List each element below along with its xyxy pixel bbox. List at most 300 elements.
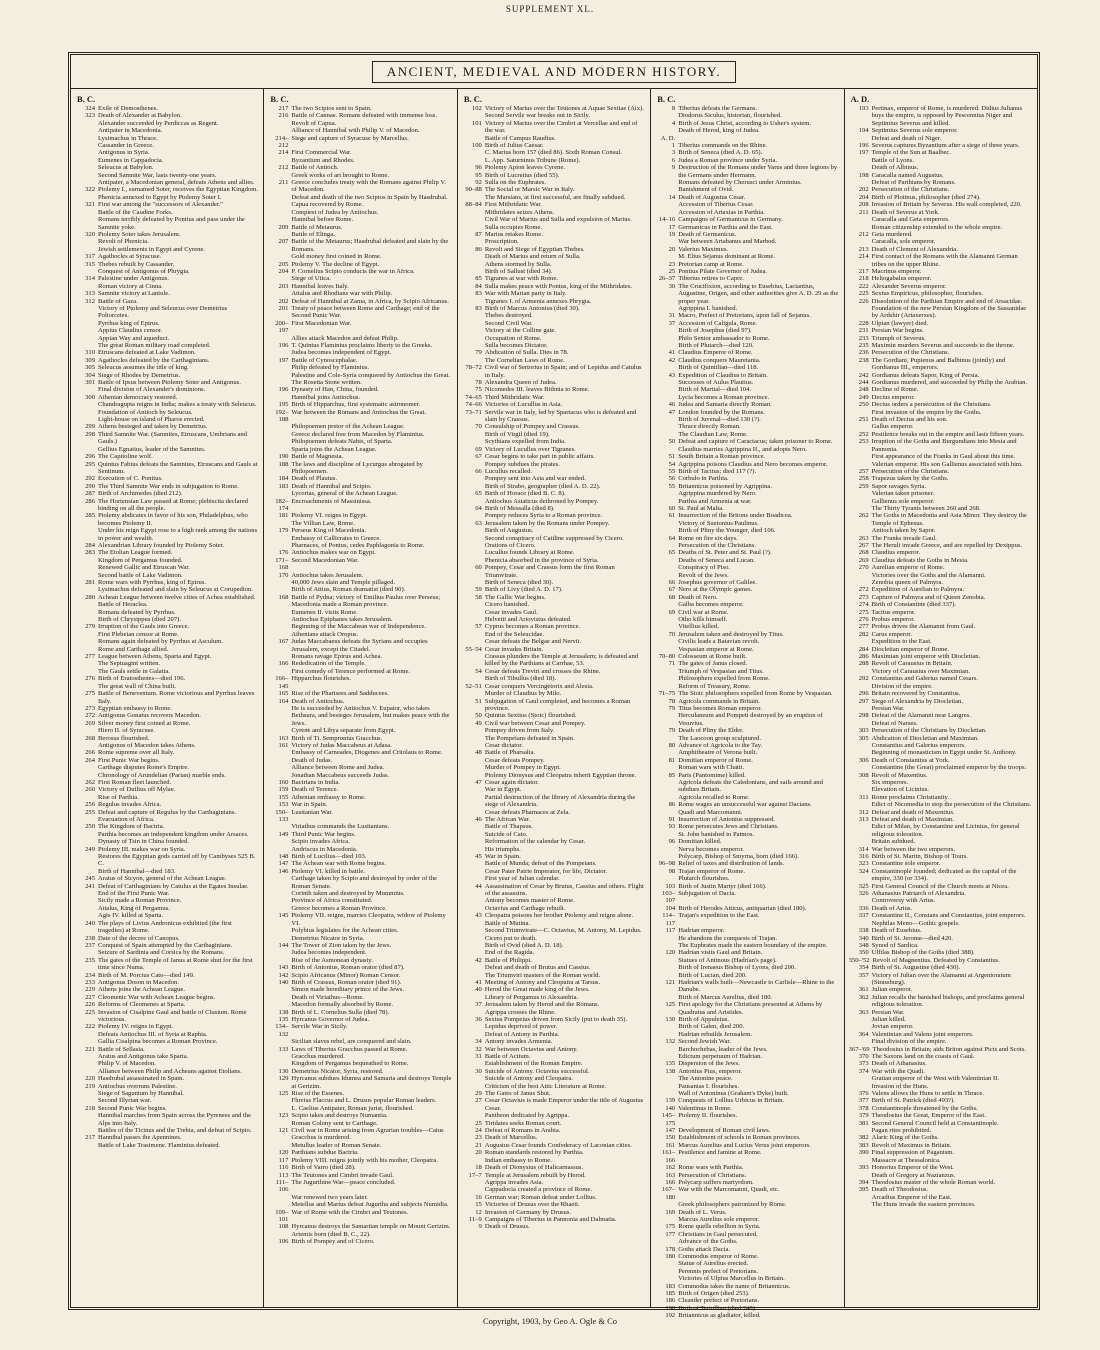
history-entry: [462, 105, 646, 112]
history-entry: [849, 549, 1033, 556]
entry-event: Birth of Plutarch—died 120.: [678, 342, 754, 349]
history-entry: [655, 653, 839, 660]
entry-year: [75, 727, 98, 734]
entry-year: [268, 1060, 291, 1067]
history-entry: [462, 149, 646, 156]
entry-year: 55: [668, 467, 676, 475]
entry-year: 36: [475, 1015, 482, 1023]
entry-event: First appearance of the Franks in Gaul about this time.: [871, 453, 1016, 461]
entry-year: 281: [85, 579, 95, 586]
entry-event: Crassus plunders the Temple at Jerusalem; is defeated and killed by the Parthians at Carrhae, 53.: [484, 653, 639, 668]
history-entry: [75, 831, 259, 838]
entry-event: L. Caelius Antipater, Roman jurist, flourished.: [291, 1104, 414, 1112]
entry-year: 283: [85, 549, 95, 557]
history-entry: [268, 438, 452, 445]
history-entry: [268, 475, 452, 482]
history-entry: [268, 1194, 452, 1201]
entry-year: 179: [278, 527, 289, 535]
entry-event: Herod the Great made king of the Jews.: [484, 986, 590, 994]
entry-event: Plutarch flourishes.: [678, 875, 730, 883]
entry-year: [75, 127, 98, 134]
entry-year: [655, 623, 678, 630]
entry-event: Gallus emperor.: [871, 423, 914, 431]
entry-year: [655, 1260, 678, 1267]
entry-year: 121: [278, 1127, 289, 1135]
entry-year: [849, 490, 872, 497]
entry-year: [462, 868, 485, 875]
entry-year: [268, 986, 291, 993]
history-entry: [849, 1157, 1033, 1164]
history-entry: [849, 920, 1033, 927]
entry-event: Second Jewish War.: [678, 1038, 731, 1046]
entry-year: 227: [85, 993, 95, 1001]
entry-year: [75, 527, 98, 542]
history-entry: [462, 357, 646, 364]
history-entry: [75, 305, 259, 320]
entry-year: [75, 557, 98, 564]
history-entry: [462, 653, 646, 668]
entry-event: Embassy of Carneades, Diogenes and Critolaus to Rome.: [291, 749, 443, 757]
entry-year: [462, 342, 485, 349]
history-entry: [849, 468, 1033, 475]
history-entry: [462, 920, 646, 927]
history-entry: [268, 112, 452, 119]
history-entry: [268, 349, 452, 356]
entry-year: 40: [475, 986, 482, 994]
entry-event: Heliogabalus emperor.: [871, 275, 932, 283]
entry-event: Birth of Jesus Christ, according to Usher's system.: [678, 119, 812, 127]
entry-year: 144: [278, 941, 289, 949]
entry-year: [268, 994, 291, 1001]
entry-event: Birth of Augustus.: [484, 527, 534, 535]
history-entry: [268, 290, 452, 297]
entry-year: 130: [278, 1067, 289, 1075]
entry-year: 96–98: [658, 860, 676, 868]
entry-event: Death of Alexander at Babylon.: [98, 112, 182, 120]
entry-year: 30: [668, 282, 676, 290]
entry-year: 147: [278, 860, 289, 868]
entry-year: [655, 386, 678, 393]
entry-event: The Franks invade Gaul.: [871, 534, 937, 542]
entry-event: Subjugation of Gaul completed, and becomes a Roman province.: [484, 697, 631, 712]
history-entry: [655, 120, 839, 127]
entry-year: [462, 261, 485, 268]
entry-year: [268, 194, 291, 201]
entry-event: Lycia becomes a Roman province.: [678, 393, 770, 401]
entry-event: Death of Judas.: [291, 756, 333, 764]
entry-year: 213: [858, 245, 869, 253]
entry-year: 116: [278, 1164, 289, 1172]
entry-event: Perseus King of Macedonia.: [291, 527, 367, 535]
entry-year: [268, 120, 291, 127]
history-entry: [849, 505, 1033, 512]
entry-year: [462, 601, 485, 608]
history-entry: [75, 453, 259, 460]
entry-event: Eumenes in Cappadocia.: [98, 156, 164, 164]
entry-event: Death of Viriathus—Rome.: [291, 993, 364, 1001]
history-entry: [268, 1090, 452, 1097]
entry-year: 8: [671, 105, 676, 112]
history-entry: [75, 461, 259, 476]
history-entry: [655, 749, 839, 756]
entry-year: [268, 653, 291, 660]
entry-year: 323: [85, 112, 95, 120]
entry-event: Victories of Lucullus in Asia.: [484, 401, 563, 409]
entry-event: Occupation of Rome.: [484, 334, 542, 342]
entry-event: Battle of Thapsus.: [484, 823, 533, 831]
entry-event: Assassination of Cesar by Brutus, Cassius and others. Flight of the assassins.: [484, 882, 644, 898]
history-entry: [655, 505, 839, 512]
entry-year: 90–88: [465, 186, 482, 194]
entry-event: The Gauls settle in Galatia.: [98, 667, 170, 675]
entry-event: Maximian joint emperor with Diocletian.: [871, 653, 981, 661]
entry-event: Cicero put to death.: [484, 934, 537, 942]
entry-year: [655, 972, 678, 979]
entry-year: [462, 268, 485, 275]
entry-event: Final suppression of Paganism.: [871, 1149, 955, 1157]
history-entry: [462, 927, 646, 934]
entry-event: Second battle of Lake Vadimon.: [98, 571, 183, 579]
entry-event: End of the First Punic War.: [98, 890, 170, 898]
history-entry: [849, 1016, 1033, 1023]
history-entry: [655, 142, 839, 149]
entry-event: Third Samnite War. (Samnites, Etruscans, Umbrians and Gauls.): [98, 430, 247, 446]
entry-event: Viriathus commands the Lusitanians.: [291, 823, 390, 831]
history-entry: [268, 135, 452, 150]
entry-event: Ptolemy III. makes war on Syria.: [98, 845, 186, 853]
entry-event: Britain subdued.: [871, 838, 916, 846]
entry-year: 113: [278, 1171, 289, 1179]
entry-year: 185: [665, 1290, 676, 1297]
entry-event: Reform of Treasury, Rome.: [678, 682, 751, 690]
history-entry: [655, 883, 839, 890]
history-entry: [849, 786, 1033, 793]
entry-event: Civilis leads a Batavian revolt.: [678, 638, 760, 646]
entry-event: Death of Marius and return of Sulla.: [484, 253, 581, 261]
entry-event: Tiberius commands on the Rhine.: [678, 142, 768, 150]
entry-event: First Punic War begins.: [98, 756, 160, 764]
entry-event: War with the Marcomanni, Quadi, etc.: [678, 1186, 780, 1194]
history-entry: [75, 186, 259, 193]
entry-year: [655, 572, 678, 579]
entry-event: Ptolemy abdicates in favor of his son, Philadelphus, who becomes Ptolemy II.: [98, 512, 248, 527]
history-entry: [849, 172, 1033, 179]
column-5: [845, 89, 1037, 1307]
entry-event: The Third Samnite War ends in subjugation to Rome.: [98, 482, 239, 490]
history-entry: [849, 475, 1033, 482]
entry-year: 78: [475, 379, 482, 387]
entry-event: War between the two emperors.: [871, 845, 956, 853]
entry-year: [849, 786, 872, 793]
entry-event: Greece becomes a Roman Province.: [291, 904, 387, 912]
entry-event: Civil war in Rome arising from Agrarian troubles—Caius Gracchus is murdered.: [291, 1127, 444, 1142]
entry-year: [655, 735, 678, 742]
entry-year: 229: [85, 986, 95, 994]
entry-year: [849, 638, 872, 645]
entry-event: Murder of Pompey in Egypt.: [484, 764, 561, 772]
entry-year: [849, 579, 872, 586]
history-entry: [462, 1068, 646, 1075]
entry-year: [75, 1060, 98, 1067]
entry-event: Gordianus defeats Sapor, King of Persia.: [871, 371, 980, 379]
history-entry: [655, 905, 839, 912]
entry-year: 120: [665, 949, 676, 957]
history-entry: [75, 1127, 259, 1134]
history-entry: [655, 438, 839, 445]
history-entry: [849, 868, 1033, 883]
entry-event: Lycortas, general of the Achean League.: [291, 490, 398, 498]
history-entry: [462, 401, 646, 408]
entry-year: 103–107: [662, 890, 676, 905]
history-entry: [655, 594, 839, 601]
history-entry: [655, 157, 839, 164]
entry-year: [462, 935, 485, 942]
entry-event: Indian embassy to Rome.: [484, 1156, 552, 1164]
history-entry: [655, 609, 839, 616]
history-entry: [849, 246, 1033, 253]
entry-year: [462, 631, 485, 638]
entry-event: Birth of Martial—died 104.: [678, 386, 752, 394]
entry-event: Pompey subdues the pirates.: [484, 460, 560, 468]
history-entry: [849, 1127, 1033, 1134]
entry-year: 75: [475, 386, 482, 394]
history-entry: [655, 1075, 839, 1082]
entry-year: [75, 638, 98, 645]
entry-event: Birth of Marcus Antonius (died 30).: [484, 304, 580, 312]
history-entry: [655, 446, 839, 453]
entry-year: 304: [85, 371, 95, 379]
history-entry: [75, 720, 259, 727]
entry-event: Athens besieged and taken by Demetrius.: [98, 423, 208, 431]
entry-year: 219: [85, 1082, 95, 1090]
entry-year: [268, 927, 291, 934]
history-entry: [268, 838, 452, 845]
history-entry: [655, 1305, 839, 1312]
entry-event: Antony becomes master of Rome.: [484, 897, 575, 905]
entry-year: [268, 364, 291, 371]
history-entry: [849, 572, 1033, 579]
history-entry: [462, 1157, 646, 1164]
entry-event: Philo Senior ambassador to Rome.: [678, 334, 770, 342]
entry-event: Ulpian (lawyer) died.: [871, 319, 929, 327]
entry-year: 226: [858, 297, 869, 305]
entry-event: Greece concludes treaty with the Romans against Philip V. of Macedon.: [291, 179, 446, 194]
entry-event: The Gordiani, Pupienus and Balbinus (jointly) and Gordianus III., emperors.: [871, 356, 1006, 372]
entry-year: 98: [668, 867, 676, 875]
entry-event: Revolt of Carausius in Britain.: [871, 660, 953, 668]
history-entry: [849, 927, 1033, 934]
entry-year: [462, 335, 485, 342]
entry-year: 306: [858, 756, 869, 764]
history-entry: [268, 320, 452, 335]
entry-event: Philip V. of Macedon.: [98, 1060, 156, 1068]
history-entry: [849, 949, 1033, 956]
history-entry: [849, 1164, 1033, 1171]
entry-event: Battle of Beneventum. Rome victorious and Pyrrhus leaves Italy.: [98, 690, 255, 705]
entry-year: [462, 1031, 485, 1038]
entry-event: Greece declared free from Macedon by Flaminius.: [291, 430, 425, 438]
history-entry: [268, 1120, 452, 1127]
entry-year: 194: [858, 127, 869, 135]
entry-event: The Euphrates made the eastern boundary of the empire.: [678, 941, 828, 949]
entry-year: 56: [668, 475, 676, 483]
history-entry: [462, 823, 646, 830]
history-entry: [849, 853, 1033, 860]
history-entry: [849, 283, 1033, 290]
entry-year: 142: [278, 971, 289, 979]
entry-year: 305: [85, 364, 95, 372]
entry-event: Otho kills himself.: [678, 616, 728, 624]
entry-event: First Macedonian War.: [291, 319, 352, 327]
entry-event: Tiberius retires to Capre.: [678, 275, 744, 283]
entry-event: Siege of Alexandria by Diocletian.: [871, 697, 963, 705]
entry-event: Antiochus makes war on Egypt.: [291, 549, 376, 557]
entry-event: Parthia and Armenia at war.: [678, 497, 752, 505]
history-entry: [849, 357, 1033, 372]
entry-event: Death of Arius.: [871, 904, 913, 912]
history-entry: [849, 379, 1033, 386]
entry-year: [75, 742, 98, 749]
history-entry: [655, 1149, 839, 1164]
entry-year: [268, 757, 291, 764]
entry-year: [655, 964, 678, 971]
entry-event: Theodosius master of the whole Roman world.: [871, 1178, 996, 1186]
history-entry: [462, 335, 646, 342]
entry-event: German war; Roman defeat under Lollius.: [484, 1193, 597, 1201]
entry-year: 183: [278, 482, 289, 490]
entry-year: [75, 268, 98, 275]
history-entry: [655, 1083, 839, 1090]
history-entry: [655, 209, 839, 216]
history-entry: [849, 164, 1033, 171]
entry-event: Valerian taken prisoner.: [871, 490, 935, 498]
history-entry: [655, 1260, 839, 1267]
history-entry: [268, 957, 452, 964]
entry-year: 145: [278, 912, 289, 920]
entry-event: Polybius legislates for the Achean cities.: [291, 927, 399, 935]
history-entry: [849, 727, 1033, 734]
entry-year: 71–75: [658, 690, 676, 698]
entry-event: Aurelian emperor of Rome.: [871, 564, 945, 572]
history-entry: [75, 853, 259, 868]
history-entry: [655, 705, 839, 712]
entry-year: 160: [278, 778, 289, 786]
entry-event: Ptolemy VI. killed in battle.: [291, 867, 365, 875]
entry-event: Silver money first coined at Rome.: [98, 719, 191, 727]
entry-year: 86: [475, 245, 482, 253]
history-entry: [268, 1009, 452, 1016]
history-entry: [462, 1120, 646, 1127]
column-2: [264, 89, 457, 1307]
history-entry: [849, 757, 1033, 764]
entry-event: Victory of Marius over the Cimbri at Vercellae and end of the war.: [484, 119, 638, 135]
history-entry: [268, 846, 452, 853]
history-entry: [75, 364, 259, 371]
entry-year: [462, 1083, 485, 1090]
entry-event: Colosseum at Rome built.: [678, 653, 747, 661]
history-entry: [655, 1038, 839, 1045]
entry-event: Defeat and death of Niger.: [871, 134, 942, 142]
entry-event: Siege of Rhodes by Demetrius.: [98, 371, 181, 379]
entry-event: Agathocles at Syracuse.: [98, 253, 162, 261]
entry-year: 140: [665, 1104, 676, 1112]
entry-event: Hadrian emperor.: [678, 927, 725, 935]
history-entry: [462, 1083, 646, 1090]
entry-event: Seizure of Sardinia and Corsica by the Romans.: [98, 949, 225, 957]
entry-year: [462, 838, 485, 845]
entry-year: 245: [85, 875, 95, 883]
entry-event: Advance of Agricola to the Tay.: [678, 741, 763, 749]
entry-year: [75, 838, 98, 845]
entry-year: 367–'69: [848, 1045, 870, 1053]
history-entry: [462, 1216, 646, 1223]
history-entry: [462, 579, 646, 586]
entry-event: Subjugation of Dacia.: [678, 890, 736, 898]
history-entry: [655, 631, 839, 638]
entry-year: [75, 149, 98, 156]
copyright-notice: Copyright, 1903, by Geo A. Ogle & Co: [482, 1316, 618, 1326]
entry-event: Romans terribly defeated by Pontius and pass under the Samnite yoke.: [98, 216, 245, 231]
entry-year: 303: [858, 727, 869, 735]
history-entry: [75, 742, 259, 749]
entry-year: [655, 527, 678, 534]
entry-event: Victories of Drusus over the Rhaeti.: [484, 1201, 580, 1209]
entry-event: First Roman fleet launched.: [98, 778, 172, 786]
entry-event: Athens stormed by Sulla.: [484, 260, 552, 268]
entry-year: 63: [475, 519, 482, 527]
entry-event: The Social or Marsic War in Italy.: [484, 186, 575, 194]
entry-year: 201: [278, 304, 289, 312]
entry-event: The plays of Livius Andronicus exhibited (the first tragedies) at Rome.: [98, 919, 232, 935]
entry-event: Suicide of Antony. Octavius successful.: [484, 1067, 590, 1075]
history-entry: [849, 498, 1033, 505]
entry-event: Accession of Caligula, Rome.: [678, 319, 758, 327]
entry-year: 249: [858, 393, 869, 401]
entry-event: Pyrrhus king of Epirus.: [98, 319, 160, 327]
entry-year: [268, 749, 291, 756]
entry-year: 298: [85, 430, 95, 438]
entry-year: 276: [858, 616, 869, 624]
entry-event: London founded by the Romans.: [678, 408, 765, 416]
entry-year: 320: [85, 230, 95, 238]
entry-year: [462, 1157, 485, 1164]
history-entry: [268, 1209, 452, 1224]
entry-year: 138: [665, 1067, 676, 1075]
history-entry: [75, 601, 259, 608]
history-entry: [655, 379, 839, 386]
history-entry: [849, 616, 1033, 623]
history-entry: [462, 1023, 646, 1030]
entry-event: Battle of Heraclea.: [98, 601, 148, 609]
entry-year: [268, 823, 291, 830]
history-entry: [849, 142, 1033, 149]
entry-event: Pestilence and famine at Rome.: [678, 1149, 762, 1157]
history-entry: [75, 1023, 259, 1030]
entry-event: Temple at Jerusalem rebuilt by Herod.: [484, 1171, 586, 1179]
history-entry: [849, 483, 1033, 490]
entry-year: 262: [858, 512, 869, 520]
entry-year: [75, 772, 98, 779]
entry-year: [462, 1112, 485, 1119]
history-entry: [655, 972, 839, 979]
history-entry: [655, 742, 839, 749]
history-entry: [462, 349, 646, 356]
entry-event: Mithridates seizes Athens.: [484, 208, 555, 216]
history-entry: [462, 986, 646, 993]
entry-event: Paris (Pantomime) killed.: [678, 771, 746, 779]
entry-year: 204: [278, 267, 289, 275]
entry-event: Gallienus sole emperor.: [871, 497, 935, 505]
